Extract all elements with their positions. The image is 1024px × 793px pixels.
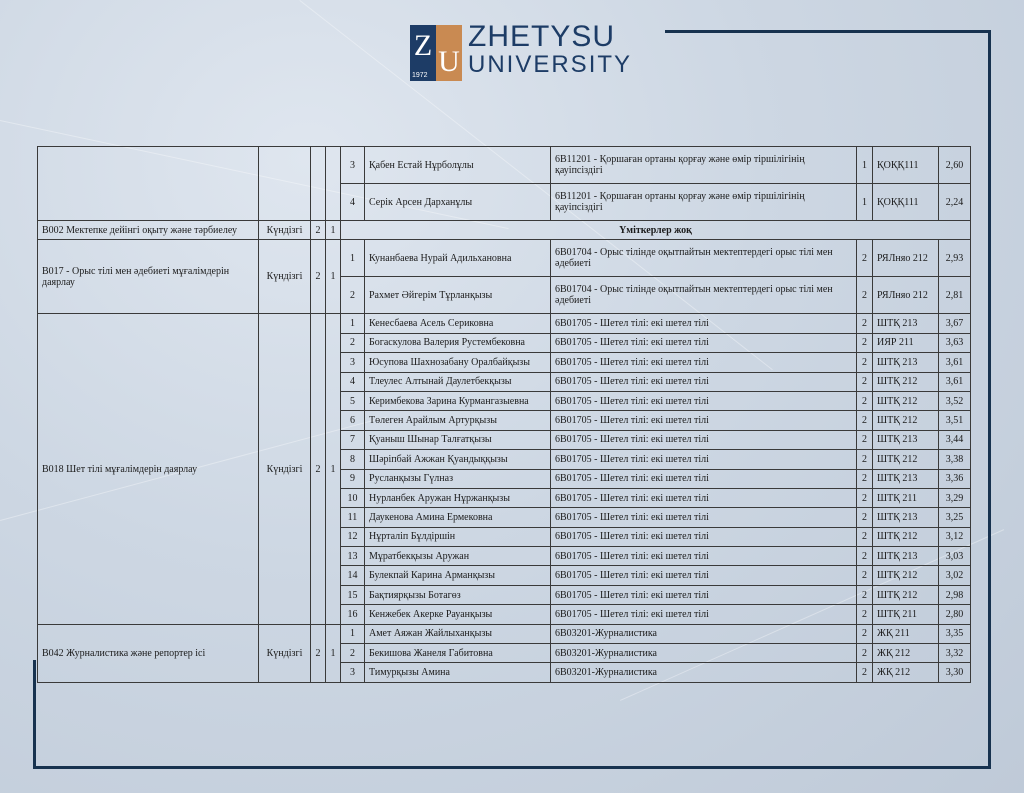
study-course: 2: [857, 391, 873, 410]
frame-top-line: [665, 30, 991, 33]
program-name: 6В01705 - Шетел тілі: екі шетел тілі: [551, 411, 857, 430]
gpa-value: 2,80: [939, 605, 971, 624]
course-number: 2: [311, 624, 326, 682]
student-name: Амет Аяжан Жайлыханқызы: [365, 624, 551, 643]
frame-right-line: [988, 30, 991, 768]
group-name: ШТҚ 212: [873, 450, 939, 469]
row-number: 1: [341, 314, 365, 333]
group-name: ШТҚ 213: [873, 353, 939, 372]
row-number: 7: [341, 430, 365, 449]
group-name: ЖҚ 211: [873, 624, 939, 643]
course-number: 2: [311, 221, 326, 240]
study-course: 2: [857, 450, 873, 469]
student-name: Қуаныш Шынар Талғатқызы: [365, 430, 551, 449]
program-name: 6В01704 - Орыс тілінде оқытпайтын мектептердегі орыс тілі мен әдебиеті: [551, 277, 857, 314]
program-name: 6В01705 - Шетел тілі: екі шетел тілі: [551, 469, 857, 488]
student-name: Русланқызы Гүлназ: [365, 469, 551, 488]
gpa-value: 3,61: [939, 353, 971, 372]
student-name: Мұратбекқызы Аружан: [365, 547, 551, 566]
row-number: 10: [341, 488, 365, 507]
study-course: 2: [857, 430, 873, 449]
gpa-value: 2,93: [939, 240, 971, 277]
student-name: Рахмет Әйгерім Тұрланқызы: [365, 277, 551, 314]
student-name: Булекпай Карина Арманқызы: [365, 566, 551, 585]
student-name: Кенжебек Акерке Рауанқызы: [365, 605, 551, 624]
row-number: 4: [341, 372, 365, 391]
grant-count: 1: [326, 314, 341, 624]
program-name: 6В01705 - Шетел тілі: екі шетел тілі: [551, 391, 857, 410]
row-number: 5: [341, 391, 365, 410]
logo-u-letter: U: [436, 25, 462, 81]
study-course: 2: [857, 314, 873, 333]
row-number: 3: [341, 353, 365, 372]
program-name: 6В01705 - Шетел тілі: екі шетел тілі: [551, 585, 857, 604]
logo-year: 1972: [412, 72, 428, 79]
study-course: 2: [857, 547, 873, 566]
study-form: Күндізгі: [259, 221, 311, 240]
row-number: 8: [341, 450, 365, 469]
student-name: Нурланбек Аружан Нұржанқызы: [365, 488, 551, 507]
student-name: Бекишова Жанеля Габитовна: [365, 644, 551, 663]
row-number: 11: [341, 508, 365, 527]
logo-z-letter: Z: [410, 25, 436, 81]
group-name: ЖҚ 212: [873, 644, 939, 663]
program-name: 6В11201 - Қоршаған ортаны қорғау және өмір тіршілігінің қауіпсіздігі: [551, 147, 857, 184]
row-number: 3: [341, 147, 365, 184]
student-name: Қабен Естай Нұрболұлы: [365, 147, 551, 184]
study-course: 2: [857, 566, 873, 585]
group-name: ШТҚ 212: [873, 411, 939, 430]
table-row: [38, 624, 971, 643]
row-number: 9: [341, 469, 365, 488]
study-course: 2: [857, 353, 873, 372]
row-number: 14: [341, 566, 365, 585]
program-name: 6В01705 - Шетел тілі: екі шетел тілі: [551, 314, 857, 333]
program-name: 6В01705 - Шетел тілі: екі шетел тілі: [551, 450, 857, 469]
study-form: Күндізгі: [259, 624, 311, 682]
group-name: ШТҚ 212: [873, 372, 939, 391]
gpa-value: 3,25: [939, 508, 971, 527]
gpa-value: 3,32: [939, 644, 971, 663]
gpa-value: 2,24: [939, 184, 971, 221]
group-name: ШТҚ 213: [873, 547, 939, 566]
program-name: 6В01705 - Шетел тілі: екі шетел тілі: [551, 527, 857, 546]
study-course: 2: [857, 585, 873, 604]
row-number: 15: [341, 585, 365, 604]
program-name: 6В01705 - Шетел тілі: екі шетел тілі: [551, 547, 857, 566]
no-applicants-note: Үміткерлер жоқ: [341, 221, 971, 240]
row-number: 1: [341, 624, 365, 643]
program-name: 6В01705 - Шетел тілі: екі шетел тілі: [551, 605, 857, 624]
study-course: 2: [857, 372, 873, 391]
student-name: Серік Арсен Дарханұлы: [365, 184, 551, 221]
study-form: Күндізгі: [259, 240, 311, 314]
row-number: 13: [341, 547, 365, 566]
direction-name: В042 Журналистика және репортер ісі: [38, 624, 259, 682]
gpa-value: 3,30: [939, 663, 971, 682]
logo-line-zhetysu: ZHETYSU: [468, 20, 616, 53]
group-name: РЯЛняо 212: [873, 240, 939, 277]
logo-emblem: [410, 25, 462, 81]
study-course: 2: [857, 488, 873, 507]
program-name: 6В01705 - Шетел тілі: екі шетел тілі: [551, 430, 857, 449]
group-name: ШТҚ 213: [873, 469, 939, 488]
program-name: 6В03201-Журналистика: [551, 663, 857, 682]
program-name: 6В01704 - Орыс тілінде оқытпайтын мектептердегі орыс тілі мен әдебиеті: [551, 240, 857, 277]
group-name: ШТҚ 212: [873, 391, 939, 410]
study-course: 2: [857, 333, 873, 352]
study-form: Күндізгі: [259, 314, 311, 624]
row-number: 12: [341, 527, 365, 546]
group-name: ШТҚ 211: [873, 488, 939, 507]
grants-table: [37, 146, 971, 683]
direction-name: В017 - Орыс тілі мен әдебиеті мұғалімдерін даярлау: [38, 240, 259, 314]
gpa-value: 3,29: [939, 488, 971, 507]
student-name: Шәріпбай Ажжан Қуандыққызы: [365, 450, 551, 469]
group-name: ИЯР 211: [873, 333, 939, 352]
program-name: 6В01705 - Шетел тілі: екі шетел тілі: [551, 566, 857, 585]
group-name: ШТҚ 212: [873, 527, 939, 546]
university-logo: [410, 22, 650, 82]
student-name: Тимурқызы Амина: [365, 663, 551, 682]
gpa-value: 3,36: [939, 469, 971, 488]
program-name: 6В03201-Журналистика: [551, 624, 857, 643]
study-course: 2: [857, 469, 873, 488]
grant-count: 1: [326, 240, 341, 314]
student-name: Кенесбаева Асель Сериковна: [365, 314, 551, 333]
group-name: ШТҚ 213: [873, 430, 939, 449]
program-name: 6В01705 - Шетел тілі: екі шетел тілі: [551, 372, 857, 391]
student-name: Керимбекова Зарина Курмангазыевна: [365, 391, 551, 410]
direction-name: В002 Мектепке дейінгі оқыту және тәрбиелеу: [38, 221, 259, 240]
study-course: 2: [857, 663, 873, 682]
program-name: 6В11201 - Қоршаған ортаны қорғау және өмір тіршілігінің қауіпсіздігі: [551, 184, 857, 221]
study-course: 2: [857, 508, 873, 527]
gpa-value: 3,51: [939, 411, 971, 430]
gpa-value: 2,60: [939, 147, 971, 184]
study-form: [259, 147, 311, 221]
student-name: Тлеулес Алтынай Даулетбекқызы: [365, 372, 551, 391]
student-name: Төлеген Арайлым Артурқызы: [365, 411, 551, 430]
group-name: ШТҚ 212: [873, 585, 939, 604]
gpa-value: 3,38: [939, 450, 971, 469]
gpa-value: 3,44: [939, 430, 971, 449]
row-number: 2: [341, 277, 365, 314]
study-course: 2: [857, 277, 873, 314]
gpa-value: 3,67: [939, 314, 971, 333]
group-name: ШТҚ 211: [873, 605, 939, 624]
group-name: ШТҚ 212: [873, 566, 939, 585]
frame-bottom-line: [33, 766, 991, 769]
table-row: [38, 147, 971, 184]
logo-wordmark: [468, 22, 632, 77]
group-name: ШТҚ 213: [873, 508, 939, 527]
direction-name: В018 Шет тілі мұғалімдерін даярлау: [38, 314, 259, 624]
group-name: ЖҚ 212: [873, 663, 939, 682]
gpa-value: 3,12: [939, 527, 971, 546]
row-number: 2: [341, 333, 365, 352]
student-name: Нұрталіп Бұлдіршін: [365, 527, 551, 546]
student-name: Бақтиярқызы Ботагөз: [365, 585, 551, 604]
group-name: ҚОҚҚ111: [873, 184, 939, 221]
direction-name: [38, 147, 259, 221]
study-course: 2: [857, 240, 873, 277]
grant-count: [326, 147, 341, 221]
frame-left-line: [33, 660, 36, 769]
row-number: 1: [341, 240, 365, 277]
gpa-value: 3,35: [939, 624, 971, 643]
table-row: [38, 221, 971, 240]
gpa-value: 3,63: [939, 333, 971, 352]
study-course: 2: [857, 527, 873, 546]
group-name: ҚОҚҚ111: [873, 147, 939, 184]
student-name: Богаскулова Валерия Рустембековна: [365, 333, 551, 352]
student-name: Юсупова Шахнозабану Оралбайқызы: [365, 353, 551, 372]
course-number: 2: [311, 314, 326, 624]
gpa-value: 3,03: [939, 547, 971, 566]
logo-line-university: UNIVERSITY: [468, 51, 633, 78]
study-course: 1: [857, 147, 873, 184]
row-number: 6: [341, 411, 365, 430]
row-number: 4: [341, 184, 365, 221]
study-course: 2: [857, 624, 873, 643]
program-name: 6В01705 - Шетел тілі: екі шетел тілі: [551, 488, 857, 507]
group-name: ШТҚ 213: [873, 314, 939, 333]
gpa-value: 3,52: [939, 391, 971, 410]
program-name: 6В01705 - Шетел тілі: екі шетел тілі: [551, 508, 857, 527]
row-number: 3: [341, 663, 365, 682]
student-name: Даукенова Амина Ермековна: [365, 508, 551, 527]
course-number: 2: [311, 240, 326, 314]
program-name: 6В01705 - Шетел тілі: екі шетел тілі: [551, 333, 857, 352]
table-row: [38, 314, 971, 333]
course-number: [311, 147, 326, 221]
study-course: 2: [857, 411, 873, 430]
student-name: Кунанбаева Нурай Адильхановна: [365, 240, 551, 277]
gpa-value: 2,81: [939, 277, 971, 314]
study-course: 2: [857, 605, 873, 624]
study-course: 1: [857, 184, 873, 221]
gpa-value: 3,02: [939, 566, 971, 585]
row-number: 2: [341, 644, 365, 663]
program-name: 6В03201-Журналистика: [551, 644, 857, 663]
table-row: [38, 240, 971, 277]
program-name: 6В01705 - Шетел тілі: екі шетел тілі: [551, 353, 857, 372]
row-number: 16: [341, 605, 365, 624]
gpa-value: 2,98: [939, 585, 971, 604]
group-name: РЯЛняо 212: [873, 277, 939, 314]
grant-count: 1: [326, 221, 341, 240]
gpa-value: 3,61: [939, 372, 971, 391]
study-course: 2: [857, 644, 873, 663]
grant-count: 1: [326, 624, 341, 682]
